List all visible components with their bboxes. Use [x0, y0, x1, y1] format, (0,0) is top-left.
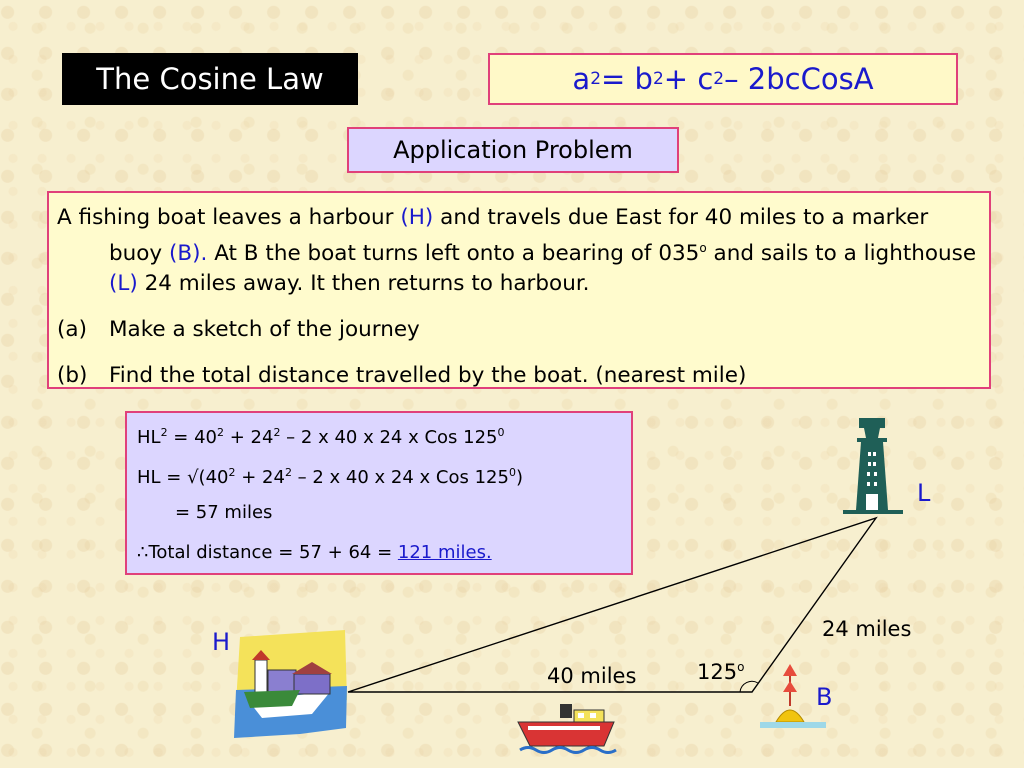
w2-exp: 0: [508, 466, 516, 479]
buoy-ref: (B).: [169, 241, 208, 267]
formula-b: = b: [601, 62, 653, 96]
formula-exp-2: 2: [652, 69, 664, 89]
w1-exp: 2: [217, 426, 225, 439]
w2-text: + 24: [235, 467, 285, 488]
w1-text: – 2 x 40 x 24 x Cos 125: [280, 427, 498, 448]
lighthouse-icon: [843, 418, 903, 514]
formula-exp-3: 2: [713, 69, 725, 89]
harbour-ref: (H): [400, 205, 434, 230]
w1-exp: 2: [273, 426, 281, 439]
angle-label: [697, 660, 744, 684]
distance-bl-label: 24 miles: [822, 617, 912, 641]
slide-title: The Cosine Law: [62, 53, 358, 105]
point-h-label: H: [212, 628, 231, 656]
degree-mark: o: [699, 241, 707, 255]
problem-text: At B the boat turns left onto a bearing of 035: [207, 241, 700, 267]
working-line-3: = 57 miles: [175, 502, 273, 523]
distance-hb-label: 40 miles: [547, 664, 637, 688]
part-b-label: (b): [57, 363, 88, 389]
angle-value: 125: [697, 660, 738, 684]
point-b-label: B: [816, 683, 833, 711]
formula-c: + c: [663, 62, 714, 96]
angle-degree: o: [737, 660, 745, 674]
harbour-icon: [234, 630, 347, 738]
problem-text: and sails to a lighthouse: [706, 241, 977, 267]
part-a-label: (a): [57, 317, 87, 343]
w1-exp: 0: [497, 426, 505, 439]
formula-a: a: [572, 62, 591, 96]
w1-text: + 24: [224, 427, 274, 448]
problem-text: and travels due East for 40 miles to a marker buoy: [109, 205, 929, 267]
w2-exp: 2: [228, 466, 236, 479]
part-b-text: Find the total distance travelled by the boat. (nearest mile): [109, 363, 747, 389]
w2-exp: 2: [284, 466, 292, 479]
w1-text: = 40: [167, 427, 218, 448]
problem-text: 24 miles away. It then returns to harbour.: [137, 271, 590, 297]
total-distance-text: ∴Total distance = 57 + 64 =: [137, 542, 398, 563]
w2-text: ): [515, 467, 523, 488]
part-a-text: Make a sketch of the journey: [109, 317, 420, 343]
formula-exp-1: 2: [590, 69, 602, 89]
boat-icon: [518, 704, 616, 753]
section-heading: Application Problem: [347, 127, 679, 173]
w2-text: – 2 x 40 x 24 x Cos 125: [291, 467, 509, 488]
w2-text: HL = √(40: [137, 467, 229, 488]
point-l-label: L: [917, 479, 931, 507]
w1-exp: 2: [160, 426, 168, 439]
w1-hl: HL: [137, 427, 161, 448]
total-distance-answer: 121 miles.: [397, 542, 492, 563]
lighthouse-ref: (L): [109, 271, 138, 297]
formula-rest: – 2bcCosA: [724, 62, 874, 96]
problem-text: A fishing boat leaves a harbour: [57, 205, 401, 230]
